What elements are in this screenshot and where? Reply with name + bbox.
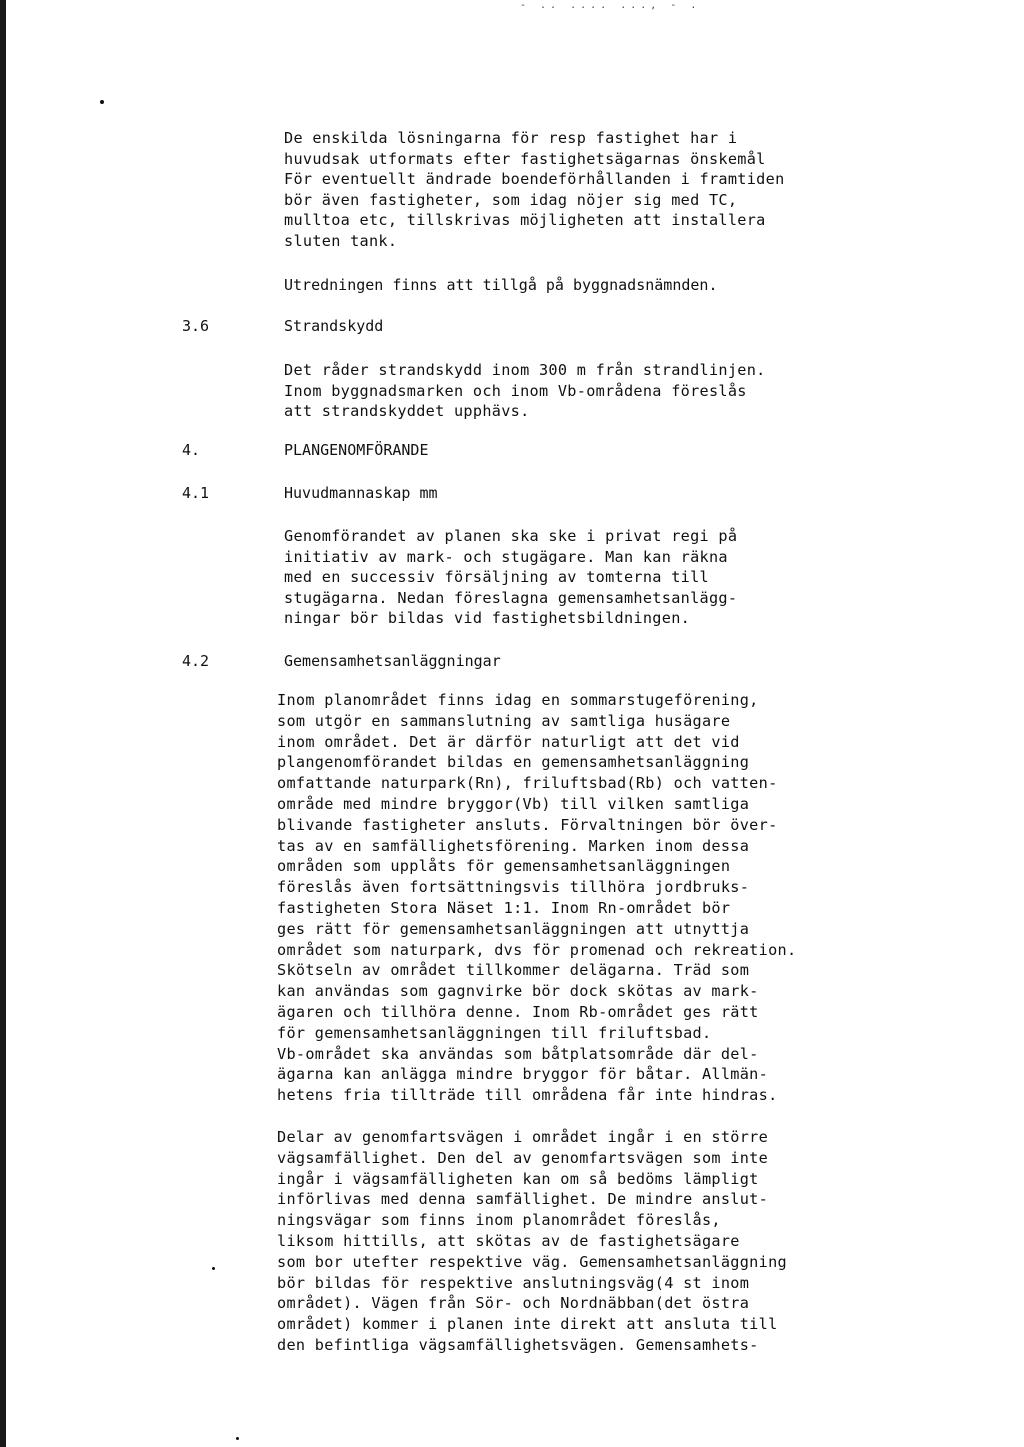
gemensamhet-paragraph-1: Inom planområdet finns idag en sommarstugeförening, som utgör en sammanslutning av samtliga husägare inom området. Det är därför naturligt att det vid plangenomförandet bildas en gemensamhetsanläggning omfattande naturpark(Rn), friluftsbad(Rb) och vatten- område med mindre bryggor(Vb) till vilken samtliga blivande fastigheter ansluts. Förvaltningen bör över- tas av en samfällighetsförening. Marken inom dessa områden som upplåts för gemensamhetsanläggningen föreslås även fortsättningsvis tillhöra jordbruks- fastigheten Stora Näset 1:1. Inom Rn-området bör ges rätt för gemensamhetsanläggningen att utnyttja området som naturpark, dvs för promenad och rekreation. Skötseln av området tillkommer delägarna. Träd som kan användas som gagnvirke bör dock skötas av mark- ägaren och tillhöra denne. Inom Rb-området ges rätt för gemensamhetsanläggningen till friluftsbad. Vb-området ska användas som båtplatsområde där del- ägarna kan anlägga mindre bryggor för båtar. Allmän- hetens fria tillträde till områdena får inte hindras. — [277, 691, 797, 1105]
section-title-huvudmannaskap: Huvudmannaskap mm — [284, 484, 438, 502]
section-number-4-1: 4.1 — [182, 484, 210, 502]
section-number-4-2: 4.2 — [182, 652, 210, 670]
paragraph-utredningen: Utredningen finns att tillgå på byggnadsnämnden. — [284, 276, 718, 294]
section-number-3-6: 3.6 — [182, 317, 210, 335]
section-title-strandskydd: Strandskydd — [284, 317, 384, 335]
section-title-plangenomforande: PLANGENOMFÖRANDE — [284, 441, 429, 459]
strandskydd-text: Det råder strandskydd inom 300 m från strandlinjen. Inom byggnadsmarken och inom Vb-områdena föreslås att strandskyddet upphävs. — [284, 361, 766, 421]
scan-edge — [0, 0, 6, 1447]
scan-speck — [236, 1437, 239, 1440]
section-number-4: 4. — [182, 441, 201, 459]
scan-speck — [100, 100, 104, 104]
paragraph-enskilda-losningar: De enskilda lösningarna för resp fastighet har i huvudsak utformats efter fastighetsägarnas önskemål För eventuellt ändrade boendeförhållanden i framtiden bör även fastigheter, som idag nöjer sig med TC, mulltoa etc, tillskrivas möjligheten att installera sluten tank. — [284, 129, 785, 250]
section-title-gemensamhetsanlaggningar: Gemensamhetsanläggningar — [284, 652, 501, 670]
scan-speck — [212, 1267, 215, 1270]
huvudmannaskap-text: Genomförandet av planen ska ske i privat regi på initiativ av mark- och stugägare. Man kan räkna med en successiv försäljning av tomterna till stugägarna. Nedan föreslagna gemensamhetsanlägg- ningar bör bildas vid fastighetsbildningen. — [284, 527, 738, 628]
gemensamhet-paragraph-2: Delar av genomfartsvägen i området ingår i en större vägsamfällighet. Den del av genomfartsvägen som inte ingår i vägsamfälligheten kan om så bedöms lämpligt införlivas med denna samfällighet. De mindre anslut- ningsvägar som finns inom planområdet föreslås, liksom hittills, att skötas av de fastighetsägare som bor utefter respektive väg. Gemensamhetsanläggning bör bildas för respektive anslutningsväg(4 st inom området). Vägen från Sör- och Nordnäbban(det östra området) kommer i planen inte direkt att ansluta till den befintliga vägsamfällighetsvägen. Gemensamhets- — [277, 1128, 787, 1354]
scan-marks: - .. .... ..., - . — [520, 0, 701, 10]
